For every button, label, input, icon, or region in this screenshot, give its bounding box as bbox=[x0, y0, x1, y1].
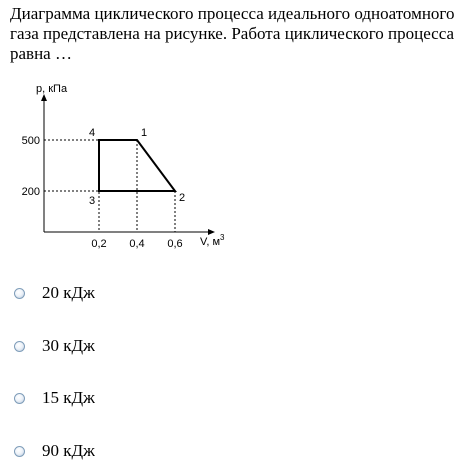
answer-label: 20 кДж bbox=[42, 283, 95, 302]
answer-label: 90 кДж bbox=[42, 441, 95, 460]
cycle-group bbox=[89, 127, 185, 207]
radio-button-icon[interactable] bbox=[14, 341, 25, 352]
radio-button-icon[interactable] bbox=[14, 446, 25, 457]
dashed-guides bbox=[44, 140, 175, 232]
x-tick-label: 0,2 bbox=[91, 238, 107, 250]
x-axis-label: V, $м^3$ bbox=[200, 233, 225, 248]
point-label-3: 3 bbox=[89, 195, 96, 207]
radio-button-icon[interactable] bbox=[14, 288, 25, 299]
answer-label: 30 кДж bbox=[42, 336, 95, 355]
answer-option-4[interactable] bbox=[14, 440, 95, 462]
answer-option-2[interactable] bbox=[14, 335, 95, 357]
point-label-1: 1 bbox=[141, 127, 148, 139]
question-text: Диаграмма циклического процесса идеального одноатомного газа представлена на рисунке. Работа циклического процесса равна … bbox=[10, 4, 455, 63]
tick-labels bbox=[21, 135, 186, 250]
answer-label: 15 кДж bbox=[42, 388, 95, 407]
radio-button-icon[interactable] bbox=[14, 393, 25, 404]
x-tick-label: 0,6 bbox=[167, 238, 183, 250]
point-label-4: 4 bbox=[89, 127, 96, 139]
point-label-2: 2 bbox=[179, 192, 186, 204]
y-tick-label: 200 bbox=[21, 186, 40, 198]
y-axis-label: p, кПа bbox=[36, 83, 68, 95]
y-tick-label: 500 bbox=[21, 135, 40, 147]
x-tick-label: 0,4 bbox=[129, 238, 145, 250]
answer-option-3[interactable] bbox=[14, 387, 95, 409]
answer-option-1[interactable] bbox=[14, 282, 95, 304]
